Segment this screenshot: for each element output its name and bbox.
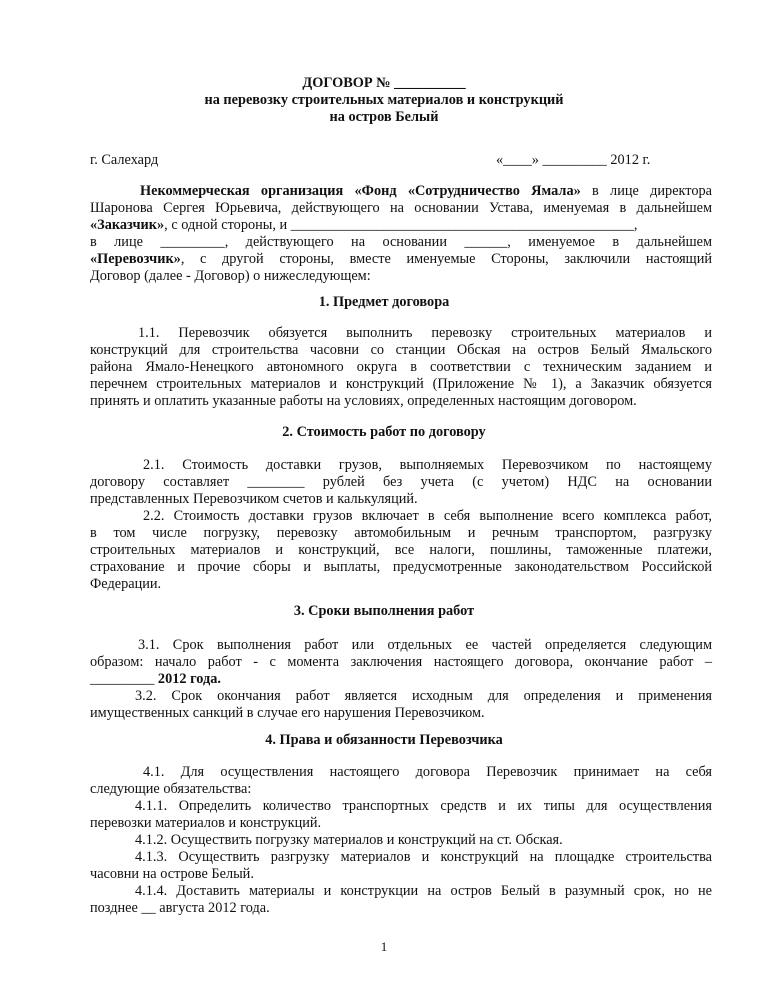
paragraph-line: страхование и прочие сборы и выплаты, предусмотренные законодательством Российской bbox=[90, 559, 712, 575]
paragraph-line bbox=[90, 671, 712, 688]
paragraph-line: позднее __ августа 2012 года. bbox=[90, 900, 270, 916]
paragraph-line: часовни на острове Белый. bbox=[90, 866, 254, 882]
carrier-term: «Перевозчик» bbox=[90, 251, 181, 267]
contract-subtitle-2: на остров Белый bbox=[329, 109, 439, 125]
intro-line: Договор (далее - Договор) о нижеследующем: bbox=[90, 268, 371, 284]
intro-line bbox=[90, 217, 712, 234]
paragraph-line: 4.1.4. Доставить материалы и конструкции на остров Белый в разумный срок, но не bbox=[135, 883, 712, 899]
page-number: 1 bbox=[380, 939, 388, 954]
paragraph-line: в том числе погрузку, перевозку автомобильным и речным транспортом, разгрузку bbox=[90, 525, 712, 541]
paragraph-line: 1.1. Перевозчик обязуется выполнить перевозку строительных материалов и bbox=[138, 325, 712, 341]
paragraph-line: 4.1.1. Определить количество транспортных средств и их типы для осуществления bbox=[135, 798, 712, 814]
paragraph-line: конструкций для строительства часовни со станции Обская на остров Белый Ямальского bbox=[90, 342, 712, 358]
paragraph-line: следующие обязательства: bbox=[90, 781, 252, 797]
org-name: Некоммерческая организация «Фонд «Сотрудничество Ямала» bbox=[140, 183, 581, 199]
paragraph-line: 2.1. Стоимость доставки грузов, выполняемых Перевозчиком по настоящему bbox=[143, 457, 712, 473]
paragraph-line: образом: начало работ - с момента заключения настоящего договора, окончание работ – bbox=[90, 654, 712, 670]
paragraph-line: перечнем строительных материалов и конструкций (Приложение № 1), а Заказчик обязуется bbox=[90, 376, 712, 392]
paragraph-line: Федерации. bbox=[90, 576, 162, 592]
paragraph-line: 3.1. Срок выполнения работ или отдельных ее частей определяется следующим bbox=[138, 637, 712, 653]
paragraph-line: 2.2. Стоимость доставки грузов включает в себя выполнение всего комплекса работ, bbox=[143, 508, 712, 524]
paragraph-line: строительных материалов и конструкций, все налоги, пошлины, таможенные платежи, bbox=[90, 542, 712, 558]
intro-text: в лице директора bbox=[580, 183, 712, 199]
contract-title: ДОГОВОР № __________ bbox=[302, 75, 466, 91]
section-heading: 2. Стоимость работ по договору bbox=[282, 424, 486, 440]
place: г. Салехард bbox=[90, 152, 159, 168]
contract-subtitle: на перевозку строительных материалов и конструкций bbox=[204, 92, 564, 108]
paragraph-line: перевозки материалов и конструкций. bbox=[90, 815, 322, 831]
paragraph-line: 4.1.2. Осуществить погрузку материалов и конструкций на ст. Обская. bbox=[135, 832, 563, 848]
blank-field: _________ bbox=[90, 671, 158, 687]
paragraph-line: договору составляет ________ рублей без учета (с учетом) НДС на основании bbox=[90, 474, 712, 490]
paragraph-line: 4.1.3. Осуществить разгрузку материалов и конструкций на площадке строительства bbox=[135, 849, 712, 865]
intro-text: , с одной стороны, и ________________________________________________, bbox=[164, 217, 638, 233]
intro-line bbox=[90, 183, 712, 200]
intro-line: в лице _________, действующего на основании ______, именуемое в дальнейшем bbox=[90, 234, 712, 250]
intro-line bbox=[90, 251, 712, 268]
paragraph-line: района Ямало-Ненецкого автономного округа в соответствии с техническим заданием и bbox=[90, 359, 712, 375]
section-heading: 3. Сроки выполнения работ bbox=[293, 603, 475, 619]
paragraph-line: имущественных санкций в случае его нарушения Перевозчиком. bbox=[90, 705, 485, 721]
intro-text: , с другой стороны, вместе именуемые Стороны, заключили настоящий bbox=[180, 251, 712, 267]
year-text: 2012 года. bbox=[157, 671, 221, 687]
customer-term: «Заказчик» bbox=[90, 217, 165, 233]
paragraph-line: 3.2. Срок окончания работ является исходным для определения и применения bbox=[135, 688, 712, 704]
paragraph-line: принять и оплатить указанные работы на условиях, определенных настоящим договором. bbox=[90, 393, 637, 409]
intro-line: Шаронова Сергея Юрьевича, действующего на основании Устава, именуемая в дальнейшем bbox=[90, 200, 712, 216]
paragraph-line: представленных Перевозчиком счетов и калькуляций. bbox=[90, 491, 418, 507]
section-heading: 4. Права и обязанности Перевозчика bbox=[265, 732, 503, 748]
date: «____» _________ 2012 г. bbox=[496, 152, 651, 168]
section-heading: 1. Предмет договора bbox=[318, 294, 450, 310]
paragraph-line: 4.1. Для осуществления настоящего договора Перевозчик принимает на себя bbox=[143, 764, 712, 780]
